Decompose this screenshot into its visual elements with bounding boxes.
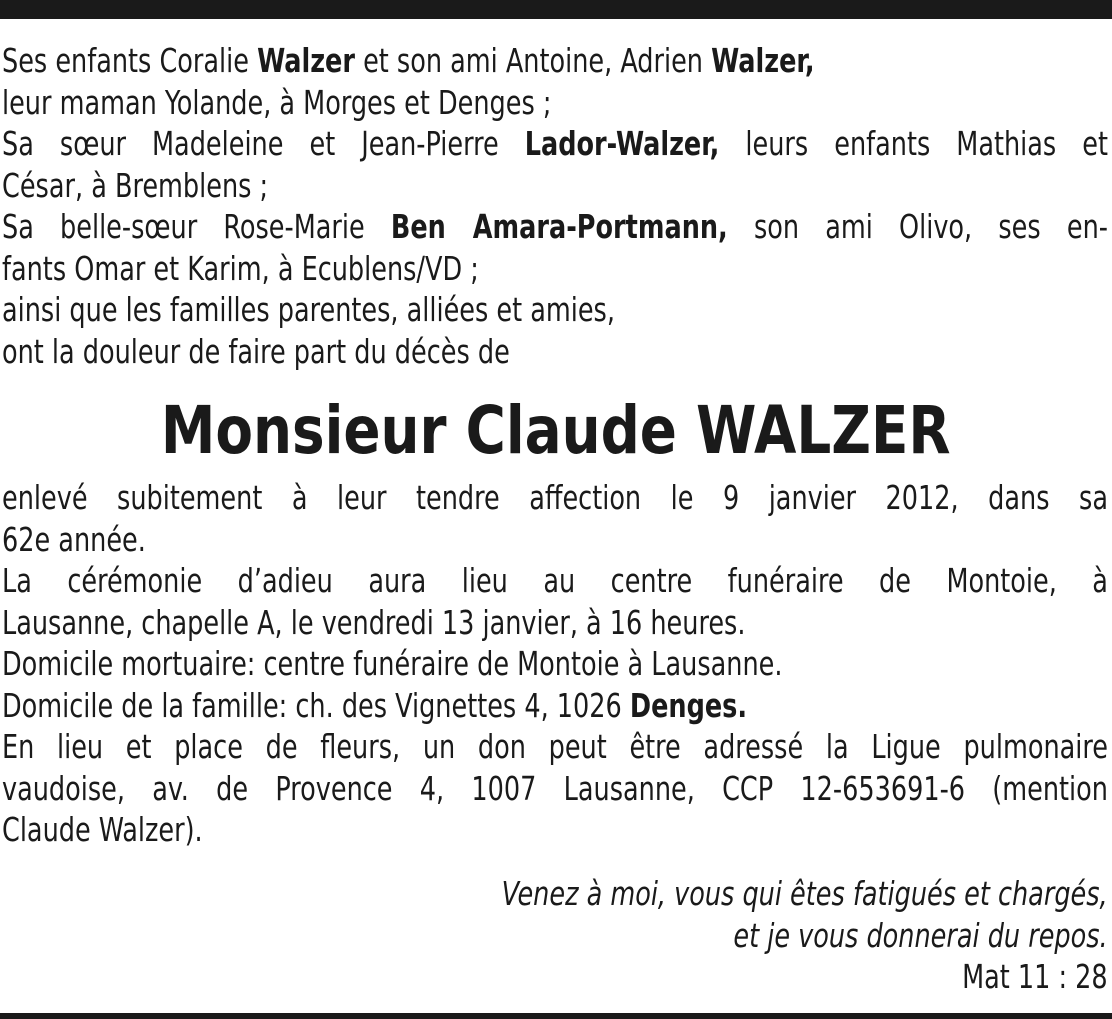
top-rule <box>0 0 1112 19</box>
place-name: Denges. <box>629 685 748 725</box>
details-line-8: vaudoise, av. de Provence 4, 1007 Lausanne, CCP 12-653691-6 (mention <box>2 768 1108 808</box>
family-line-7: ainsi que les familles parentes, alliées et amies, <box>2 290 615 329</box>
text: son ami Olivo, ses en- <box>727 207 1108 246</box>
family-line-6: fants Omar et Karim, à Ecublens/VD ; <box>2 248 479 288</box>
family-line-4: César, à Bremblens ; <box>2 165 269 205</box>
quote-line-2: et je vous donnerai du repos. <box>733 915 1108 955</box>
family-line-1 <box>2 40 1108 82</box>
deceased-name: Monsieur Claude WALZER <box>161 392 951 469</box>
details-line-3: La cérémonie d’adieu aura lieu au centre funéraire de Montoie, à <box>2 561 1108 600</box>
quote-reference: Mat 11 : 28 <box>962 957 1108 996</box>
surname: Ben Amara-Portmann, <box>390 207 728 246</box>
details-line-6 <box>2 685 1108 727</box>
details-line-7: En lieu et place de fleurs, un don peut être adressé la Ligue pulmonaire <box>2 727 1108 766</box>
deceased-name-block <box>0 393 1112 469</box>
family-line-2: leur maman Yolande, à Morges et Denges ; <box>2 82 552 122</box>
family-line-8: ont la douleur de faire part du décès de <box>2 331 510 371</box>
bible-quote <box>502 873 1108 998</box>
bottom-rule <box>0 1013 1112 1019</box>
details-line-5: Domicile mortuaire: centre funéraire de Montoie à Lausanne. <box>2 644 783 683</box>
family-line-5 <box>2 206 1108 248</box>
family-announcement <box>2 40 1108 372</box>
quote-line-1: Venez à moi, vous qui êtes fatigués et chargés, <box>501 874 1108 913</box>
surname: Walzer, <box>711 41 815 80</box>
text: Domicile de la famille: ch. des Vignettes 4, 1026 <box>2 685 630 725</box>
details-line-4: Lausanne, chapelle A, le vendredi 13 janvier, à 16 heures. <box>2 602 746 642</box>
surname: Walzer <box>257 41 355 80</box>
details-line-9: Claude Walzer). <box>2 810 203 849</box>
family-line-3 <box>2 123 1108 165</box>
text: leurs enfants Mathias et <box>719 124 1108 163</box>
details-line-2: 62e année. <box>2 519 146 559</box>
details-line-1: enlevé subitement à leur tendre affection le 9 janvier 2012, dans sa <box>2 478 1108 517</box>
surname: Lador-Walzer, <box>524 124 720 163</box>
text: Sa sœur Madeleine et Jean-Pierre <box>2 124 525 163</box>
text: Sa belle-sœur Rose-Marie <box>2 207 391 246</box>
funeral-details <box>2 477 1108 851</box>
text: et son ami Antoine, Adrien <box>354 41 712 80</box>
text: Ses enfants Coralie <box>2 41 258 80</box>
